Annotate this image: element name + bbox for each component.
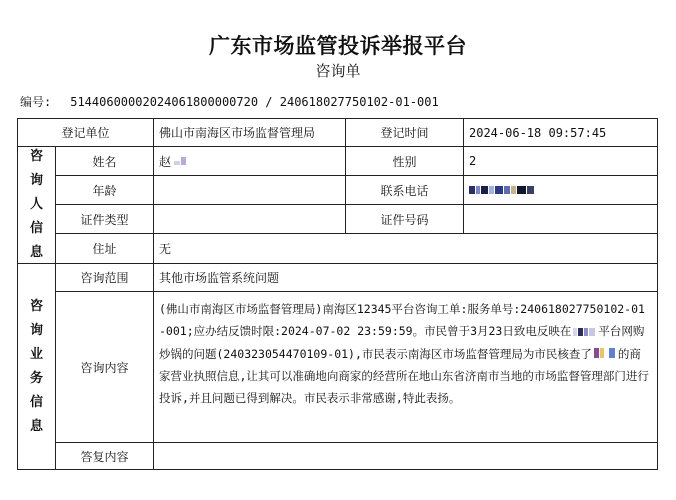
redacted-name-mark bbox=[174, 154, 187, 168]
section-consultant-info bbox=[18, 147, 56, 264]
reg-unit-value: 佛山市南海区市场监督管理局 bbox=[154, 119, 346, 147]
page-subtitle: 咨询单 bbox=[315, 62, 361, 80]
scope-value: 其他市场监管系统问题 bbox=[154, 264, 657, 292]
section-char: 信 bbox=[29, 394, 43, 410]
redacted-merchant-mark bbox=[594, 343, 616, 365]
name-value: 赵 bbox=[159, 154, 172, 169]
section-char: 人 bbox=[29, 197, 43, 212]
address-value: 无 bbox=[154, 234, 657, 264]
redacted-phone-mark bbox=[469, 183, 535, 197]
phone-label: 联系电话 bbox=[346, 176, 464, 205]
phone-field bbox=[464, 176, 657, 205]
section-char: 咨 bbox=[29, 149, 43, 164]
redacted-platform-mark bbox=[573, 321, 596, 343]
reg-time-value: 2024-06-18 09:57:45 bbox=[464, 119, 657, 147]
reply-label: 答复内容 bbox=[56, 443, 154, 469]
reference-value: 51440600002024061800000720 / 240618027750102-01-001 bbox=[70, 95, 439, 109]
section-char: 询 bbox=[29, 322, 43, 338]
section-char: 信 bbox=[29, 221, 43, 236]
section-char: 业 bbox=[29, 346, 43, 362]
content-part-2: 平台网购炒锅的问题(240323054470109-01),市民表示南海区市场监督管理局为市民核查了 bbox=[159, 324, 645, 361]
id-number-label: 证件号码 bbox=[346, 205, 464, 234]
id-type-label: 证件类型 bbox=[56, 205, 154, 234]
reference-label: 编号: bbox=[20, 95, 52, 109]
section-char: 息 bbox=[29, 418, 43, 434]
section-char: 息 bbox=[29, 245, 43, 260]
age-value bbox=[154, 176, 346, 205]
consultation-form-table bbox=[17, 118, 658, 470]
name-label: 姓名 bbox=[56, 147, 154, 176]
gender-value: 2 bbox=[464, 147, 657, 176]
age-label: 年龄 bbox=[56, 176, 154, 205]
page-title: 广东市场监管投诉举报平台 bbox=[209, 34, 467, 58]
content-part-1: (佛山市南海区市场监督管理局)南海区12345平台咨询工单:服务单号:240618027750102-01-001;应办结反馈时限:2024-07-02 23:59:59。市民曾于3月23日致电反映在 bbox=[159, 302, 645, 338]
address-label: 住址 bbox=[56, 234, 154, 264]
content-part-3: 的商家营业执照信息,让其可以准确地向商家的经营所在地山东省济南市当地的市场监督管理部门进行投诉,并且问题已得到解决。市民表示非常感谢,特此表扬。 bbox=[159, 346, 649, 405]
id-type-value bbox=[154, 205, 346, 234]
reply-value bbox=[154, 443, 657, 469]
content-label: 咨询内容 bbox=[56, 292, 154, 443]
section-char: 务 bbox=[29, 370, 43, 386]
section-char: 咨 bbox=[29, 298, 43, 314]
reference-number-line bbox=[20, 93, 439, 110]
reg-unit-label: 登记单位 bbox=[18, 119, 154, 147]
id-number-value bbox=[464, 205, 657, 234]
section-business-info bbox=[18, 264, 56, 469]
scope-label: 咨询范围 bbox=[56, 264, 154, 292]
name-field bbox=[154, 147, 346, 176]
content-text bbox=[154, 292, 657, 443]
section-char: 询 bbox=[29, 173, 43, 188]
gender-label: 性别 bbox=[346, 147, 464, 176]
reg-time-label: 登记时间 bbox=[346, 119, 464, 147]
